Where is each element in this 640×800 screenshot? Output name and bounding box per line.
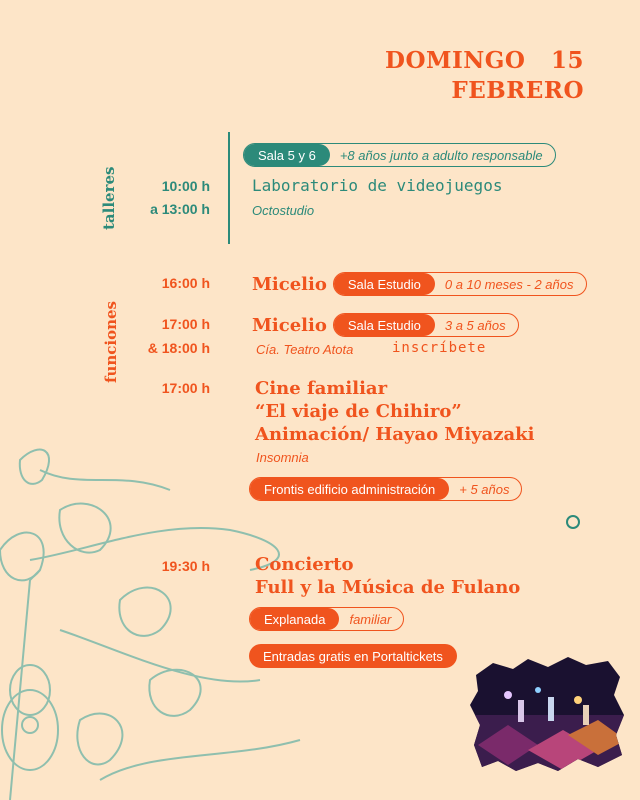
venue-pill xyxy=(333,272,587,296)
event-title-block xyxy=(255,553,520,599)
event-row xyxy=(252,313,519,337)
venue-label: Frontis edificio administración xyxy=(250,478,449,500)
section-label-funciones: funciones xyxy=(102,301,120,383)
day-label: DOMINGO xyxy=(385,47,526,74)
event-time: 17:00 h xyxy=(161,316,210,332)
time-start: 10:00 h xyxy=(161,178,210,194)
tickets-label: Entradas gratis en Portaltickets xyxy=(249,644,457,668)
venue-label: Sala Estudio xyxy=(334,314,435,336)
venue-label: Sala Estudio xyxy=(334,273,435,295)
event-title: Micelio xyxy=(252,273,327,295)
audience-label: familiar xyxy=(349,611,392,627)
event-title-line: Animación/ Hayao Miyazaki xyxy=(255,424,535,445)
event-title-line: Full y la Música de Fulano xyxy=(255,577,521,598)
venue-label: Explanada xyxy=(250,608,339,630)
circle-ornament-icon xyxy=(566,515,580,529)
month-label: FEBRERO xyxy=(451,77,584,104)
date-label: 15 xyxy=(550,47,584,74)
time-end: a 13:00 h xyxy=(150,201,210,217)
signup-link[interactable]: inscríbete xyxy=(392,340,487,356)
venue-pill xyxy=(333,313,519,337)
event-title: Micelio xyxy=(252,314,327,336)
concert-photo xyxy=(468,655,628,775)
section-label-talleres: talleres xyxy=(100,166,118,230)
venue-pill xyxy=(249,477,522,501)
audience-label: + 5 años xyxy=(459,481,510,497)
event-title-line: “El viaje de Chihiro” xyxy=(255,401,462,422)
event-time: 16:00 h xyxy=(161,275,210,291)
event-time-2: & 18:00 h xyxy=(147,340,210,356)
audience-label: +8 años junto a adulto responsable xyxy=(339,147,543,163)
event-time: 19:30 h xyxy=(161,558,210,574)
event-title: Laboratorio de videojuegos xyxy=(252,176,503,195)
event-title-line: Cine familiar xyxy=(255,378,388,399)
audience-label: 0 a 10 meses - 2 años xyxy=(444,276,574,292)
venue-label: Sala 5 y 6 xyxy=(244,144,330,166)
event-org: Octostudio xyxy=(252,203,315,218)
event-org: Insomnia xyxy=(256,450,309,465)
event-title-block xyxy=(255,377,534,446)
venue-pill xyxy=(249,607,404,631)
page-title xyxy=(385,46,584,106)
event-row xyxy=(252,272,587,296)
event-org: Cía. Teatro Atota xyxy=(256,342,354,357)
event-title-line: Concierto xyxy=(255,554,354,575)
event-time: 17:00 h xyxy=(161,380,210,396)
audience-label: 3 a 5 años xyxy=(444,317,506,333)
tickets-button[interactable] xyxy=(249,644,457,668)
section-divider xyxy=(228,132,230,244)
venue-pill xyxy=(243,143,556,167)
